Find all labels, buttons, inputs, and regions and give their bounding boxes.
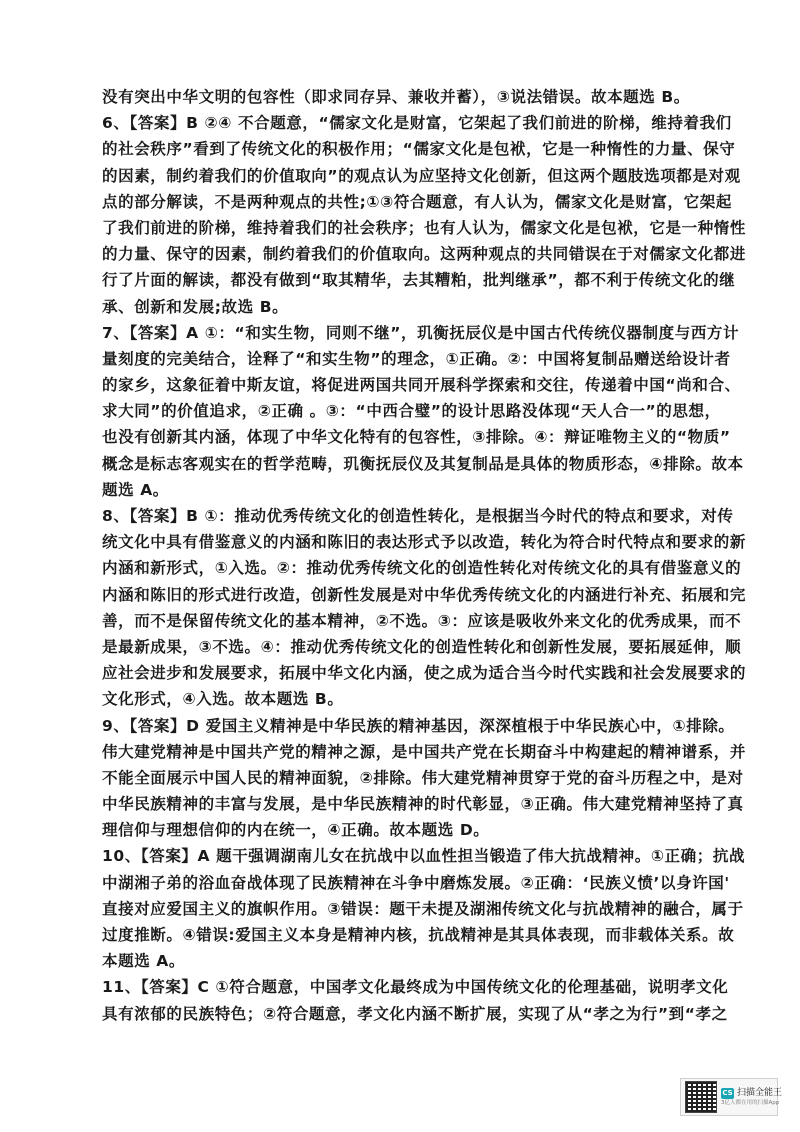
text-line: 了我们前进的阶梯，维持着我们的社会秩序；也有人认为，儒家文化是包袱，它是一种惰性: [102, 218, 747, 237]
watermark-text: [721, 1088, 782, 1107]
text-line: 10、【答案】A 题干强调湖南儿女在抗战中以血性担当锻造了伟大抗战精神。①正确；抗战: [102, 847, 746, 866]
text-line: 的力量、保守的因素，制约着我们的价值取向。这两种观点的共同错误在于对儒家文化都进: [102, 245, 747, 264]
text-line: 的因素，制约着我们的价值取向”的观点认为应坚持文化创新，但这两个题肢选项都是对观: [102, 166, 741, 185]
watermark-subtitle: 3亿人都在用的扫描App: [721, 1099, 780, 1106]
text-line: 7、【答案】A ①：“和实生物，同则不继”，玑衡抚辰仪是中国古代传统仪器制度与西方计: [102, 323, 740, 342]
text-line: 伟大建党精神是中国共产党的精神之源，是中国共产党在长期奋斗中构建起的精神谱系，并: [102, 742, 747, 761]
text-line: 内涵和陈旧的形式进行改造，创新性发展是对中华优秀传统文化的内涵进行补充、拓展和完: [102, 585, 747, 604]
qr-code-icon: [685, 1081, 717, 1113]
text-line: 文化形式，④入选。故本题选 B。: [102, 690, 344, 709]
text-line: 点的部分解读，不是两种观点的共性;①③符合题意，有人认为，儒家文化是财富，它架起: [102, 192, 732, 211]
text-line: 的社会秩序”看到了传统文化的积极作用；“儒家文化是包袱，它是一种惰性的力量、保守: [102, 140, 736, 159]
text-line: 11、【答案】C ①符合题意，中国孝文化最终成为中国传统文化的伦理基础，说明孝文化: [102, 978, 729, 997]
text-line: 善，而不是保留传统文化的基本精神，②不选。③：应该是吸收外来文化的优秀成果，而不: [102, 611, 742, 630]
scanner-watermark: [680, 1078, 783, 1116]
text-line: 内涵和新形式，①入选。②：推动优秀传统文化的创造性转化对传统文化的具有借鉴意义的: [102, 559, 742, 578]
text-line: 统文化中具有借鉴意义的内涵和陈旧的表达形式予以改造，转化为符合时代特点和要求的新: [102, 533, 747, 552]
text-line: 9、【答案】D 爱国主义精神是中华民族的精神基因，深深植根于中华民族心中，①排除。: [102, 716, 735, 735]
camscanner-logo-icon: CS: [722, 1088, 733, 1097]
text-line: 本题选 A。: [102, 952, 185, 971]
text-line: 行了片面的解读，都没有做到“取其精华，去其糟粕，批判继承”，都不利于传统文化的继: [102, 271, 736, 290]
text-line: 没有突出中华文明的包容性（即求同存异、兼收并蓄），③说法错误。故本题选 B。: [102, 88, 690, 106]
text-line: 是最新成果，③不选。④：推动优秀传统文化的创造性转化和创新性发展，要拓展延伸，顺: [102, 637, 742, 656]
text-line: 中湖湘子弟的浴血奋战体现了民族精神在斗争中磨炼发展。②正确：‘民族义愤’以身许国': [102, 873, 730, 892]
text-line: 求大同”的价值追求，②正确 。③：“中西合璧”的设计思路没体现“天人合一”的思想，: [102, 402, 721, 421]
document-body: [102, 84, 747, 1027]
text-line: 6、【答案】B ②④ 不合题意，“儒家文化是财富，它架起了我们前进的阶梯，维持着我们: [102, 114, 732, 133]
text-line: 题选 A。: [102, 480, 169, 499]
text-line: 的家乡，这象征着中斯友谊，将促进两国共同开展科学探索和交往，传递着中国“尚和合、: [102, 376, 741, 395]
text-line: 理信仰与理想信仰的内在统一，④正确。故本题选 D。: [102, 821, 490, 840]
text-line: 中华民族精神的丰富与发展，是中华民族精神的时代彰显，③正确。伟大建党精神坚持了真: [102, 795, 744, 814]
text-line: 应社会进步和发展要求，拓展中华文化内涵，使之成为适合当今时代实践和社会发展要求的: [102, 664, 747, 683]
text-line: 也没有创新其内涵，体现了中华文化特有的包容性，③排除。④：辩证唯物主义的“物质”: [102, 428, 731, 447]
text-line: 概念是标志客观实在的哲学范畴，玑衡抚辰仪及其复制品是具体的物质形态，④排除。故本: [102, 454, 744, 473]
text-line: 不能全面展示中国人民的精神面貌，②排除。伟大建党精神贯穿于党的奋斗历程之中，是对: [102, 768, 744, 787]
text-line: 具有浓郁的民族特色；②符合题意，孝文化内涵不断扩展，实现了从“孝之为行”到“孝之: [102, 1004, 728, 1023]
text-line: 过度推断。④错误:爱国主义本身是精神内核，抗战精神是其具体表现，而非载体关系。故: [102, 926, 735, 944]
text-line: 直接对应爱国主义的旗帜作用。③错误：题干未提及湖湘传统文化与抗战精神的融合，属于: [102, 899, 744, 918]
watermark-title: 扫描全能王: [737, 1087, 783, 1098]
text-line: 量刻度的完美结合，诠释了“和实生物”的理念，①正确。②：中国将复制品赠送给设计者: [102, 349, 731, 368]
text-line: 8、【答案】B ①：推动优秀传统文化的创造性转化，是根据当今时代的特点和要求，对传: [102, 507, 734, 525]
text-line: 承、创新和发展;故选 B。: [102, 297, 289, 316]
